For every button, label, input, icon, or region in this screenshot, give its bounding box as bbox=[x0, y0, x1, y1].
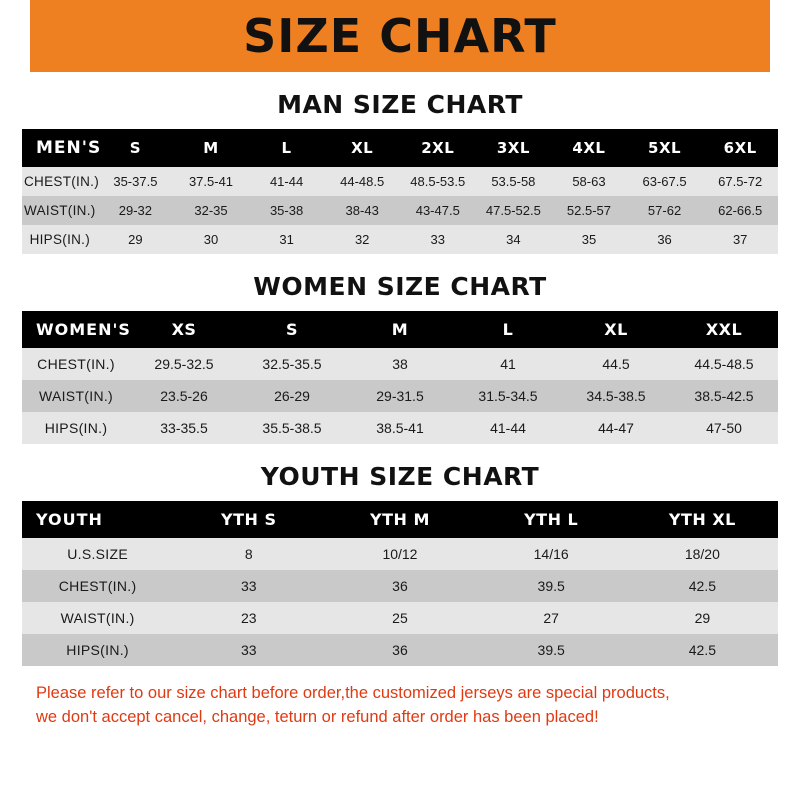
column-header: XL bbox=[562, 311, 670, 348]
table-row bbox=[22, 602, 778, 634]
cell: 29-31.5 bbox=[346, 380, 454, 412]
cell: 31.5-34.5 bbox=[454, 380, 562, 412]
column-header: M bbox=[346, 311, 454, 348]
cell: 34.5-38.5 bbox=[562, 380, 670, 412]
cell: 33-35.5 bbox=[130, 412, 238, 444]
cell: 29.5-32.5 bbox=[130, 348, 238, 380]
column-header: 4XL bbox=[551, 129, 627, 167]
column-header: XL bbox=[324, 129, 400, 167]
cell: 37.5-41 bbox=[173, 167, 249, 196]
cell: 18/20 bbox=[627, 538, 778, 570]
cell: 36 bbox=[324, 634, 475, 666]
women-section-title: WOMEN SIZE CHART bbox=[253, 272, 547, 301]
table-header-row bbox=[22, 129, 778, 167]
column-header: YTH L bbox=[476, 501, 627, 538]
row-label: HIPS(IN.) bbox=[22, 412, 130, 444]
column-header: L bbox=[454, 311, 562, 348]
cell: 42.5 bbox=[627, 570, 778, 602]
cell: 67.5-72 bbox=[702, 167, 778, 196]
column-header: YTH S bbox=[173, 501, 324, 538]
man-section-title: MAN SIZE CHART bbox=[277, 90, 523, 119]
cell: 32-35 bbox=[173, 196, 249, 225]
cell: 41-44 bbox=[454, 412, 562, 444]
cell: 35-38 bbox=[249, 196, 325, 225]
cell: 44-47 bbox=[562, 412, 670, 444]
cell: 34 bbox=[476, 225, 552, 254]
table-row bbox=[22, 380, 778, 412]
cell: 63-67.5 bbox=[627, 167, 703, 196]
cell: 53.5-58 bbox=[476, 167, 552, 196]
table-header-row bbox=[22, 501, 778, 538]
cell: 36 bbox=[627, 225, 703, 254]
table-row bbox=[22, 634, 778, 666]
cell: 47-50 bbox=[670, 412, 778, 444]
column-header: XS bbox=[130, 311, 238, 348]
cell: 23.5-26 bbox=[130, 380, 238, 412]
row-label: U.S.SIZE bbox=[22, 538, 173, 570]
cell: 38.5-41 bbox=[346, 412, 454, 444]
header-right-notch bbox=[770, 0, 800, 72]
column-header: S bbox=[98, 129, 174, 167]
cell: 8 bbox=[173, 538, 324, 570]
cell: 44.5-48.5 bbox=[670, 348, 778, 380]
row-label: HIPS(IN.) bbox=[22, 225, 98, 254]
cell: 29 bbox=[98, 225, 174, 254]
cell: 10/12 bbox=[324, 538, 475, 570]
column-header: MEN'S bbox=[22, 129, 98, 167]
cell: 43-47.5 bbox=[400, 196, 476, 225]
page-title: SIZE CHART bbox=[243, 9, 557, 63]
cell: 23 bbox=[173, 602, 324, 634]
order-policy-line-1: Please refer to our size chart before order,the customized jerseys are special products, bbox=[36, 684, 670, 702]
cell: 29-32 bbox=[98, 196, 174, 225]
cell: 57-62 bbox=[627, 196, 703, 225]
column-header: WOMEN'S bbox=[22, 311, 130, 348]
cell: 47.5-52.5 bbox=[476, 196, 552, 225]
cell: 38-43 bbox=[324, 196, 400, 225]
column-header: M bbox=[173, 129, 249, 167]
order-policy-note bbox=[22, 682, 778, 730]
row-label: CHEST(IN.) bbox=[22, 570, 173, 602]
row-label: CHEST(IN.) bbox=[22, 167, 98, 196]
cell: 37 bbox=[702, 225, 778, 254]
row-label: WAIST(IN.) bbox=[22, 602, 173, 634]
cell: 35-37.5 bbox=[98, 167, 174, 196]
row-label: HIPS(IN.) bbox=[22, 634, 173, 666]
cell: 29 bbox=[627, 602, 778, 634]
cell: 48.5-53.5 bbox=[400, 167, 476, 196]
man-size-section bbox=[22, 90, 778, 254]
table-row bbox=[22, 167, 778, 196]
cell: 38 bbox=[346, 348, 454, 380]
order-policy-line-2: we don't accept cancel, change, teturn or refund after order has been placed! bbox=[36, 707, 599, 726]
column-header: 3XL bbox=[476, 129, 552, 167]
cell: 25 bbox=[324, 602, 475, 634]
cell: 14/16 bbox=[476, 538, 627, 570]
table-row bbox=[22, 412, 778, 444]
column-header: 5XL bbox=[627, 129, 703, 167]
cell: 39.5 bbox=[476, 570, 627, 602]
column-header: S bbox=[238, 311, 346, 348]
column-header: YOUTH bbox=[22, 501, 173, 538]
row-label: WAIST(IN.) bbox=[22, 196, 98, 225]
cell: 30 bbox=[173, 225, 249, 254]
cell: 39.5 bbox=[476, 634, 627, 666]
cell: 41 bbox=[454, 348, 562, 380]
cell: 33 bbox=[173, 634, 324, 666]
cell: 32 bbox=[324, 225, 400, 254]
cell: 35 bbox=[551, 225, 627, 254]
table-row bbox=[22, 570, 778, 602]
cell: 44-48.5 bbox=[324, 167, 400, 196]
cell: 52.5-57 bbox=[551, 196, 627, 225]
women-size-section bbox=[22, 272, 778, 444]
column-header: 2XL bbox=[400, 129, 476, 167]
cell: 35.5-38.5 bbox=[238, 412, 346, 444]
table-row bbox=[22, 538, 778, 570]
cell: 33 bbox=[400, 225, 476, 254]
table-row bbox=[22, 196, 778, 225]
column-header: YTH XL bbox=[627, 501, 778, 538]
cell: 38.5-42.5 bbox=[670, 380, 778, 412]
youth-size-table bbox=[22, 501, 778, 666]
cell: 27 bbox=[476, 602, 627, 634]
youth-section-title: YOUTH SIZE CHART bbox=[260, 462, 540, 491]
column-header: XXL bbox=[670, 311, 778, 348]
column-header: YTH M bbox=[324, 501, 475, 538]
cell: 58-63 bbox=[551, 167, 627, 196]
cell: 41-44 bbox=[249, 167, 325, 196]
cell: 36 bbox=[324, 570, 475, 602]
header-left-notch bbox=[0, 0, 30, 72]
youth-size-section bbox=[22, 462, 778, 666]
row-label: WAIST(IN.) bbox=[22, 380, 130, 412]
cell: 32.5-35.5 bbox=[238, 348, 346, 380]
table-header-row bbox=[22, 311, 778, 348]
row-label: CHEST(IN.) bbox=[22, 348, 130, 380]
column-header: 6XL bbox=[702, 129, 778, 167]
table-row bbox=[22, 225, 778, 254]
cell: 31 bbox=[249, 225, 325, 254]
table-row bbox=[22, 348, 778, 380]
header-band bbox=[0, 0, 800, 72]
man-size-table bbox=[22, 129, 778, 254]
cell: 62-66.5 bbox=[702, 196, 778, 225]
chart-content bbox=[0, 90, 800, 730]
cell: 44.5 bbox=[562, 348, 670, 380]
cell: 33 bbox=[173, 570, 324, 602]
cell: 26-29 bbox=[238, 380, 346, 412]
cell: 42.5 bbox=[627, 634, 778, 666]
women-size-table bbox=[22, 311, 778, 444]
column-header: L bbox=[249, 129, 325, 167]
